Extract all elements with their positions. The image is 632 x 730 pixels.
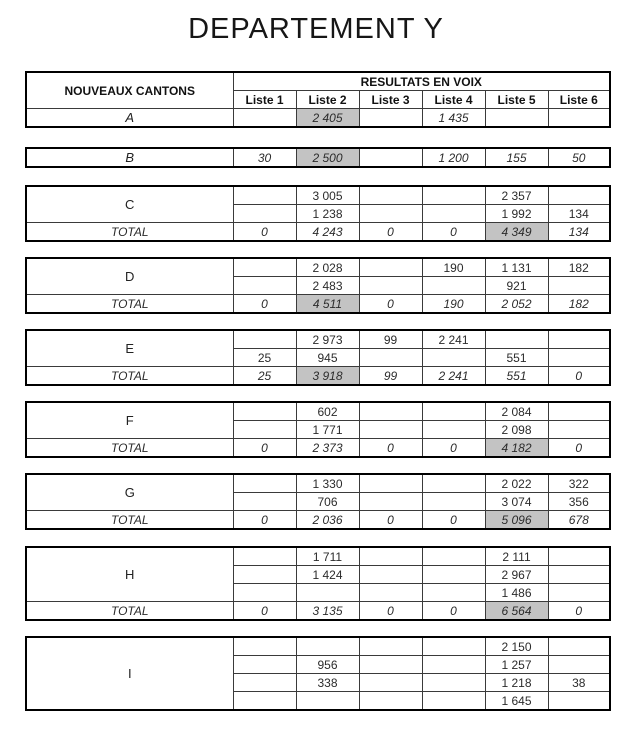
- total-cell: 0: [233, 439, 296, 458]
- total-cell: 0: [359, 439, 422, 458]
- table-cell: 2 973: [296, 330, 359, 349]
- total-cell: 5 096: [485, 511, 548, 530]
- table-cell: 945: [296, 349, 359, 367]
- table-cell: [548, 566, 610, 584]
- table-cell: [359, 674, 422, 692]
- table-cell: [359, 584, 422, 602]
- table-cell: [548, 692, 610, 711]
- table-cell: [548, 547, 610, 566]
- table-cell: [548, 421, 610, 439]
- table-cell: [422, 474, 485, 493]
- table-cell: [422, 277, 485, 295]
- table-cell: 2 022: [485, 474, 548, 493]
- total-cell: 0: [548, 439, 610, 458]
- table-cell: 1 330: [296, 474, 359, 493]
- total-cell: 6 564: [485, 602, 548, 621]
- table-cell: 3 074: [485, 493, 548, 511]
- table-cell: [233, 674, 296, 692]
- canton-label: B: [26, 148, 233, 167]
- table-cell: 1 435: [422, 109, 485, 128]
- table-cell: [422, 402, 485, 421]
- table-cell: [422, 186, 485, 205]
- table-cell: 602: [296, 402, 359, 421]
- table-cell: [548, 186, 610, 205]
- total-cell: 551: [485, 367, 548, 386]
- results-section-table: [25, 401, 611, 458]
- total-cell: 678: [548, 511, 610, 530]
- table-cell: [422, 493, 485, 511]
- column-header-cell: Liste 4: [422, 91, 485, 109]
- results-tables: [0, 71, 632, 711]
- table-cell: [359, 205, 422, 223]
- total-label: TOTAL: [26, 511, 233, 530]
- table-cell: [422, 547, 485, 566]
- total-label: TOTAL: [26, 223, 233, 242]
- table-cell: [548, 637, 610, 656]
- results-section-table: [25, 71, 611, 128]
- table-cell: [233, 109, 296, 128]
- canton-label: A: [26, 109, 233, 128]
- total-cell: 190: [422, 295, 485, 314]
- table-cell: 1 771: [296, 421, 359, 439]
- table-cell: 1 200: [422, 148, 485, 167]
- page-title: DEPARTEMENT Y: [188, 13, 444, 45]
- total-cell: 4 349: [485, 223, 548, 242]
- canton-label: D: [26, 258, 233, 295]
- table-cell: [233, 566, 296, 584]
- results-section-table: [25, 636, 611, 711]
- table-cell: [548, 402, 610, 421]
- total-cell: 2 036: [296, 511, 359, 530]
- table-cell: [485, 109, 548, 128]
- table-cell: [359, 421, 422, 439]
- total-cell: 2 052: [485, 295, 548, 314]
- table-cell: 134: [548, 205, 610, 223]
- results-section-table: [25, 546, 611, 621]
- total-cell: 0: [548, 602, 610, 621]
- canton-label: F: [26, 402, 233, 439]
- results-section-table: [25, 147, 611, 168]
- table-cell: [359, 547, 422, 566]
- table-cell: 25: [233, 349, 296, 367]
- total-cell: 4 182: [485, 439, 548, 458]
- table-cell: [296, 692, 359, 711]
- total-cell: 0: [359, 223, 422, 242]
- total-cell: 0: [548, 367, 610, 386]
- table-cell: 1 424: [296, 566, 359, 584]
- table-cell: 356: [548, 493, 610, 511]
- table-cell: [422, 205, 485, 223]
- table-cell: [359, 148, 422, 167]
- table-cell: [422, 692, 485, 711]
- canton-label: E: [26, 330, 233, 367]
- results-section-table: [25, 329, 611, 386]
- results-section-table: [25, 257, 611, 314]
- total-cell: 3 135: [296, 602, 359, 621]
- table-cell: [359, 109, 422, 128]
- table-cell: [359, 258, 422, 277]
- table-cell: [359, 493, 422, 511]
- table-cell: [422, 349, 485, 367]
- total-cell: 134: [548, 223, 610, 242]
- column-header-cell: Liste 6: [548, 91, 610, 109]
- table-cell: 338: [296, 674, 359, 692]
- total-cell: 0: [359, 295, 422, 314]
- table-cell: 921: [485, 277, 548, 295]
- table-cell: 2 028: [296, 258, 359, 277]
- total-label: TOTAL: [26, 439, 233, 458]
- total-cell: 4 511: [296, 295, 359, 314]
- column-header-cell: Liste 1: [233, 91, 296, 109]
- canton-label: C: [26, 186, 233, 223]
- table-cell: 1 257: [485, 656, 548, 674]
- table-cell: 190: [422, 258, 485, 277]
- table-cell: [233, 277, 296, 295]
- table-cell: [359, 692, 422, 711]
- table-cell: 2 241: [422, 330, 485, 349]
- table-cell: [233, 547, 296, 566]
- total-cell: 0: [359, 511, 422, 530]
- table-cell: [233, 637, 296, 656]
- table-cell: [233, 258, 296, 277]
- table-cell: [233, 330, 296, 349]
- results-section-table: [25, 473, 611, 530]
- table-cell: [359, 566, 422, 584]
- table-cell: 182: [548, 258, 610, 277]
- total-cell: 0: [359, 602, 422, 621]
- table-cell: 1 131: [485, 258, 548, 277]
- results-header-cell: RESULTATS EN VOIX: [233, 72, 610, 91]
- table-cell: [485, 330, 548, 349]
- table-cell: [548, 584, 610, 602]
- table-cell: [359, 474, 422, 493]
- total-cell: 99: [359, 367, 422, 386]
- table-cell: [233, 692, 296, 711]
- table-cell: [233, 205, 296, 223]
- total-cell: 0: [233, 602, 296, 621]
- table-cell: 551: [485, 349, 548, 367]
- table-cell: [422, 584, 485, 602]
- total-label: TOTAL: [26, 367, 233, 386]
- table-cell: [359, 637, 422, 656]
- total-cell: 2 373: [296, 439, 359, 458]
- table-cell: 706: [296, 493, 359, 511]
- table-cell: [422, 566, 485, 584]
- table-cell: [233, 186, 296, 205]
- total-label: TOTAL: [26, 295, 233, 314]
- table-cell: [359, 656, 422, 674]
- total-cell: 0: [422, 223, 485, 242]
- table-cell: 2 357: [485, 186, 548, 205]
- table-cell: 2 150: [485, 637, 548, 656]
- total-cell: 2 241: [422, 367, 485, 386]
- table-cell: 2 084: [485, 402, 548, 421]
- total-label: TOTAL: [26, 602, 233, 621]
- table-cell: 30: [233, 148, 296, 167]
- table-cell: 2 111: [485, 547, 548, 566]
- table-cell: [359, 349, 422, 367]
- total-cell: 0: [422, 439, 485, 458]
- total-cell: 0: [233, 295, 296, 314]
- table-cell: [296, 584, 359, 602]
- table-cell: [422, 421, 485, 439]
- total-cell: 0: [233, 223, 296, 242]
- table-cell: 956: [296, 656, 359, 674]
- table-cell: [422, 656, 485, 674]
- column-header-cell: Liste 2: [296, 91, 359, 109]
- table-cell: 1 238: [296, 205, 359, 223]
- table-cell: [422, 674, 485, 692]
- table-cell: [233, 402, 296, 421]
- table-cell: [233, 474, 296, 493]
- table-cell: 50: [548, 148, 610, 167]
- table-cell: 38: [548, 674, 610, 692]
- table-cell: [233, 493, 296, 511]
- table-cell: 155: [485, 148, 548, 167]
- table-cell: [359, 402, 422, 421]
- table-cell: 1 645: [485, 692, 548, 711]
- table-cell: [359, 277, 422, 295]
- table-cell: [548, 330, 610, 349]
- canton-label: G: [26, 474, 233, 511]
- table-cell: [233, 421, 296, 439]
- table-cell: 2 500: [296, 148, 359, 167]
- table-cell: [548, 656, 610, 674]
- table-cell: [233, 584, 296, 602]
- table-cell: 322: [548, 474, 610, 493]
- total-cell: 25: [233, 367, 296, 386]
- table-cell: [422, 637, 485, 656]
- table-cell: [548, 349, 610, 367]
- table-cell: [296, 637, 359, 656]
- table-cell: [548, 109, 610, 128]
- table-cell: 2 405: [296, 109, 359, 128]
- table-cell: 99: [359, 330, 422, 349]
- results-section-table: [25, 185, 611, 242]
- table-cell: 2 967: [485, 566, 548, 584]
- column-header-cell: Liste 3: [359, 91, 422, 109]
- table-cell: 1 486: [485, 584, 548, 602]
- total-cell: 0: [233, 511, 296, 530]
- total-cell: 0: [422, 602, 485, 621]
- total-cell: 3 918: [296, 367, 359, 386]
- total-cell: 0: [422, 511, 485, 530]
- table-cell: 2 098: [485, 421, 548, 439]
- table-cell: 1 711: [296, 547, 359, 566]
- corner-header-cell: NOUVEAUX CANTONS: [26, 72, 233, 109]
- table-cell: 2 483: [296, 277, 359, 295]
- column-header-cell: Liste 5: [485, 91, 548, 109]
- canton-label: I: [26, 637, 233, 710]
- total-cell: 182: [548, 295, 610, 314]
- table-cell: [233, 656, 296, 674]
- table-cell: 1 218: [485, 674, 548, 692]
- table-cell: [359, 186, 422, 205]
- table-cell: 3 005: [296, 186, 359, 205]
- canton-label: H: [26, 547, 233, 602]
- table-cell: [548, 277, 610, 295]
- table-cell: 1 992: [485, 205, 548, 223]
- total-cell: 4 243: [296, 223, 359, 242]
